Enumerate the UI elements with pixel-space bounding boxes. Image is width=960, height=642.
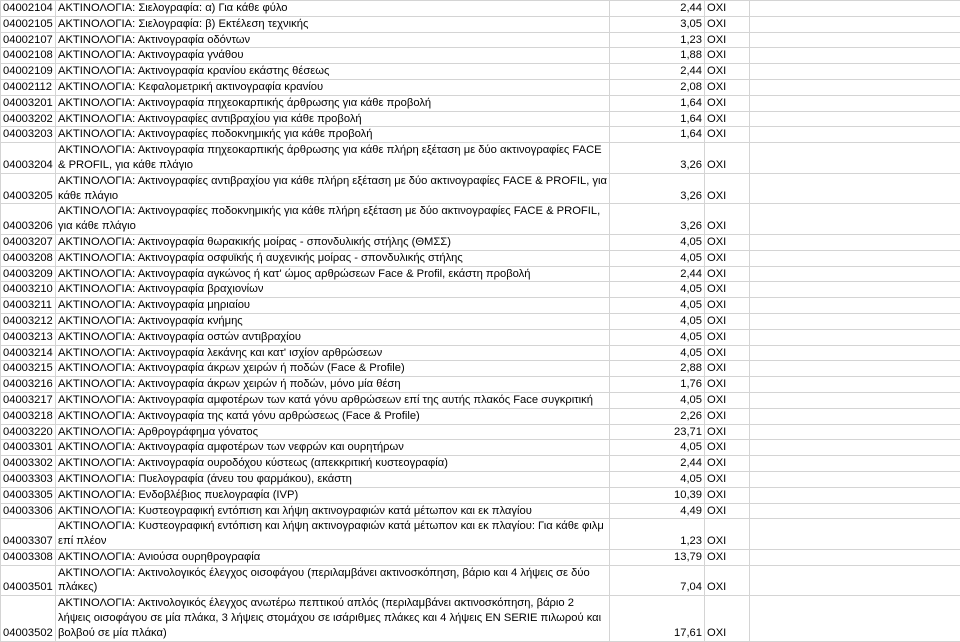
- empty-cell[interactable]: [750, 95, 960, 111]
- empty-cell[interactable]: [750, 471, 960, 487]
- row-price-cell[interactable]: 4,05: [610, 313, 705, 329]
- row-code-cell[interactable]: 04003202: [1, 111, 56, 127]
- row-price-cell[interactable]: 3,26: [610, 204, 705, 235]
- table-row: [1, 79, 960, 95]
- row-price-cell[interactable]: 1,64: [610, 111, 705, 127]
- table-row: [1, 32, 960, 48]
- table-row: [1, 487, 960, 503]
- empty-cell[interactable]: [750, 392, 960, 408]
- table-row: [1, 503, 960, 519]
- empty-cell[interactable]: [750, 250, 960, 266]
- empty-cell[interactable]: [750, 64, 960, 80]
- row-description-cell[interactable]: ΑΚΤΙΝΟΛΟΓΙΑ: Ακτινολογικός έλεγχος ανωτέρω πεπτικού απλός (περιλαμβάνει ακτινοσκόπηση, βάριο 2 λήψεις οισοφάγου σε μία πλάκα, 3 λήψεις στομάχου σε ισάριθμες πλάκες και 4 λήψεις EN SERIE πιλωρού και βολβού σε μία πλάκα): [56, 596, 610, 641]
- row-flag-cell[interactable]: ΟΧΙ: [705, 361, 750, 377]
- row-description-cell[interactable]: ΑΚΤΙΝΟΛΟΓΙΑ: Αρθρογράφημα γόνατος: [56, 424, 610, 440]
- empty-cell[interactable]: [750, 298, 960, 314]
- table-row: [1, 456, 960, 472]
- row-flag-cell[interactable]: ΟΧΙ: [705, 565, 750, 596]
- row-price-cell[interactable]: 4,05: [610, 298, 705, 314]
- empty-cell[interactable]: [750, 143, 960, 174]
- row-description-cell[interactable]: ΑΚΤΙΝΟΛΟΓΙΑ: Πυελογραφία (άνευ του φαρμάκου), εκάστη: [56, 471, 610, 487]
- row-flag-cell[interactable]: ΟΧΙ: [705, 127, 750, 143]
- row-flag-cell[interactable]: ΟΧΙ: [705, 95, 750, 111]
- row-code-cell[interactable]: 04003308: [1, 549, 56, 565]
- row-price-cell[interactable]: 17,61: [610, 596, 705, 641]
- empty-cell[interactable]: [750, 234, 960, 250]
- row-code-cell[interactable]: 04003207: [1, 234, 56, 250]
- row-code-cell[interactable]: 04003203: [1, 127, 56, 143]
- row-price-cell[interactable]: 2,44: [610, 266, 705, 282]
- table-row: [1, 282, 960, 298]
- row-code-cell[interactable]: 04003303: [1, 471, 56, 487]
- row-flag-cell[interactable]: ΟΧΙ: [705, 32, 750, 48]
- empty-cell[interactable]: [750, 204, 960, 235]
- row-price-cell[interactable]: 4,05: [610, 250, 705, 266]
- table-row: [1, 111, 960, 127]
- empty-cell[interactable]: [750, 329, 960, 345]
- row-description-cell[interactable]: ΑΚΤΙΝΟΛΟΓΙΑ: Ακτινογραφία κρανίου εκάστης θέσεως: [56, 64, 610, 80]
- table-row: [1, 234, 960, 250]
- empty-cell[interactable]: [750, 127, 960, 143]
- row-code-cell[interactable]: 04003305: [1, 487, 56, 503]
- row-code-cell[interactable]: 04002107: [1, 32, 56, 48]
- table-row: [1, 143, 960, 174]
- row-code-cell[interactable]: 04003201: [1, 95, 56, 111]
- row-price-cell[interactable]: 4,05: [610, 471, 705, 487]
- row-price-cell[interactable]: 1,23: [610, 32, 705, 48]
- row-price-cell[interactable]: 7,04: [610, 565, 705, 596]
- row-code-cell[interactable]: 04003208: [1, 250, 56, 266]
- row-description-cell[interactable]: ΑΚΤΙΝΟΛΟΓΙΑ: Ακτινογραφία ουροδόχου κύστεως (απεκκριτική κυστεογραφία): [56, 456, 610, 472]
- row-description-cell[interactable]: ΑΚΤΙΝΟΛΟΓΙΑ: Ακτινογραφία γνάθου: [56, 48, 610, 64]
- row-code-cell[interactable]: 04003301: [1, 440, 56, 456]
- row-price-cell[interactable]: 4,05: [610, 440, 705, 456]
- row-description-cell[interactable]: ΑΚΤΙΝΟΛΟΓΙΑ: Ακτινογραφία πηχεοκαρπικής άρθρωσης για κάθε πλήρη εξέταση με δύο ακτινογραφίες FACE & PROFIL, για κάθε πλάγιο: [56, 143, 610, 174]
- row-description-cell[interactable]: ΑΚΤΙΝΟΛΟΓΙΑ: Ακτινογραφία άκρων χειρών ή ποδών, μόνο μία θέση: [56, 377, 610, 393]
- row-code-cell[interactable]: 04003307: [1, 519, 56, 550]
- row-flag-cell[interactable]: ΟΧΙ: [705, 282, 750, 298]
- row-description-cell[interactable]: ΑΚΤΙΝΟΛΟΓΙΑ: Ακτινογραφίες αντιβραχίου για κάθε προβολή: [56, 111, 610, 127]
- row-code-cell[interactable]: 04002108: [1, 48, 56, 64]
- row-code-cell[interactable]: 04003206: [1, 204, 56, 235]
- row-price-cell[interactable]: 4,05: [610, 345, 705, 361]
- table-row: [1, 266, 960, 282]
- empty-cell[interactable]: [750, 440, 960, 456]
- row-flag-cell[interactable]: ΟΧΙ: [705, 596, 750, 641]
- table-row: [1, 549, 960, 565]
- row-code-cell[interactable]: 04003218: [1, 408, 56, 424]
- empty-cell[interactable]: [750, 549, 960, 565]
- empty-cell[interactable]: [750, 48, 960, 64]
- row-description-cell[interactable]: ΑΚΤΙΝΟΛΟΓΙΑ: Ακτινογραφίες αντιβραχίου για κάθε πλήρη εξέταση με δύο ακτινογραφίες FACE & PROFIL, για κάθε πλάγιο: [56, 173, 610, 204]
- row-code-cell[interactable]: 04003220: [1, 424, 56, 440]
- row-flag-cell[interactable]: ΟΧΙ: [705, 440, 750, 456]
- row-flag-cell[interactable]: ΟΧΙ: [705, 204, 750, 235]
- empty-cell[interactable]: [750, 519, 960, 550]
- row-price-cell[interactable]: 2,44: [610, 64, 705, 80]
- row-code-cell[interactable]: 04003215: [1, 361, 56, 377]
- row-code-cell[interactable]: 04003212: [1, 313, 56, 329]
- row-description-cell[interactable]: ΑΚΤΙΝΟΛΟΓΙΑ: Ακτινογραφία αμφοτέρων των κατά γόνυ αρθρώσεων επί της αυτής πλακός Face συγκριτική: [56, 392, 610, 408]
- table-row: [1, 250, 960, 266]
- row-flag-cell[interactable]: ΟΧΙ: [705, 408, 750, 424]
- row-flag-cell[interactable]: ΟΧΙ: [705, 456, 750, 472]
- row-flag-cell[interactable]: ΟΧΙ: [705, 487, 750, 503]
- row-price-cell[interactable]: 2,44: [610, 1, 705, 17]
- row-description-cell[interactable]: ΑΚΤΙΝΟΛΟΓΙΑ: Ακτινογραφίες ποδοκνημικής για κάθε πλήρη εξέταση με δύο ακτινογραφίες FACE & PROFIL, για κάθε πλάγιο: [56, 204, 610, 235]
- row-flag-cell[interactable]: ΟΧΙ: [705, 424, 750, 440]
- table-row: [1, 377, 960, 393]
- table-row: [1, 408, 960, 424]
- table-row: [1, 471, 960, 487]
- row-code-cell[interactable]: 04003209: [1, 266, 56, 282]
- table-row: [1, 345, 960, 361]
- table-row: [1, 95, 960, 111]
- row-description-cell[interactable]: ΑΚΤΙΝΟΛΟΓΙΑ: Σιελογραφία: α) Για κάθε φύλο: [56, 1, 610, 17]
- row-code-cell[interactable]: 04003306: [1, 503, 56, 519]
- row-flag-cell[interactable]: ΟΧΙ: [705, 173, 750, 204]
- row-description-cell[interactable]: ΑΚΤΙΝΟΛΟΓΙΑ: Κυστεογραφική εντόπιση και λήψη ακτινογραφιών κατά μέτωπον και εκ πλαγίου: [56, 503, 610, 519]
- empty-cell[interactable]: [750, 266, 960, 282]
- empty-cell[interactable]: [750, 282, 960, 298]
- table-row: [1, 204, 960, 235]
- row-code-cell[interactable]: 04003213: [1, 329, 56, 345]
- empty-cell[interactable]: [750, 111, 960, 127]
- row-price-cell[interactable]: 10,39: [610, 487, 705, 503]
- row-price-cell[interactable]: 23,71: [610, 424, 705, 440]
- row-code-cell[interactable]: 04003214: [1, 345, 56, 361]
- empty-cell[interactable]: [750, 408, 960, 424]
- table-row: [1, 16, 960, 32]
- row-price-cell[interactable]: 4,05: [610, 234, 705, 250]
- table-row: [1, 361, 960, 377]
- row-flag-cell[interactable]: ΟΧΙ: [705, 519, 750, 550]
- empty-cell[interactable]: [750, 361, 960, 377]
- row-price-cell[interactable]: 2,88: [610, 361, 705, 377]
- row-code-cell[interactable]: 04002104: [1, 1, 56, 17]
- row-code-cell[interactable]: 04003501: [1, 565, 56, 596]
- empty-cell[interactable]: [750, 16, 960, 32]
- empty-cell[interactable]: [750, 345, 960, 361]
- row-description-cell[interactable]: ΑΚΤΙΝΟΛΟΓΙΑ: Ακτινογραφία κνήμης: [56, 313, 610, 329]
- empty-cell[interactable]: [750, 377, 960, 393]
- row-price-cell[interactable]: 1,88: [610, 48, 705, 64]
- row-code-cell[interactable]: 04003502: [1, 596, 56, 641]
- row-price-cell[interactable]: 1,64: [610, 95, 705, 111]
- row-price-cell[interactable]: 1,64: [610, 127, 705, 143]
- table-row: [1, 313, 960, 329]
- row-price-cell[interactable]: 1,76: [610, 377, 705, 393]
- row-flag-cell[interactable]: ΟΧΙ: [705, 48, 750, 64]
- row-description-cell[interactable]: ΑΚΤΙΝΟΛΟΓΙΑ: Ακτινογραφία αγκώνος ή κατ' ώμος αρθρώσεων Face & Profil, εκάστη προβολή: [56, 266, 610, 282]
- row-description-cell[interactable]: ΑΚΤΙΝΟΛΟΓΙΑ: Ακτινογραφία βραχιονίων: [56, 282, 610, 298]
- row-flag-cell[interactable]: ΟΧΙ: [705, 266, 750, 282]
- row-flag-cell[interactable]: ΟΧΙ: [705, 329, 750, 345]
- empty-cell[interactable]: [750, 79, 960, 95]
- row-price-cell[interactable]: 4,05: [610, 329, 705, 345]
- row-description-cell[interactable]: ΑΚΤΙΝΟΛΟΓΙΑ: Ακτινογραφία μηριαίου: [56, 298, 610, 314]
- row-flag-cell[interactable]: ΟΧΙ: [705, 298, 750, 314]
- row-code-cell[interactable]: 04002105: [1, 16, 56, 32]
- row-price-cell[interactable]: 3,26: [610, 143, 705, 174]
- row-description-cell[interactable]: ΑΚΤΙΝΟΛΟΓΙΑ: Ακτινογραφία άκρων χειρών ή ποδών (Face & Profile): [56, 361, 610, 377]
- empty-cell[interactable]: [750, 32, 960, 48]
- table-row: [1, 298, 960, 314]
- row-code-cell[interactable]: 04003204: [1, 143, 56, 174]
- row-description-cell[interactable]: ΑΚΤΙΝΟΛΟΓΙΑ: Ακτινογραφία οσφυϊκής ή αυχενικής μοίρας - σπονδυλικής στήλης: [56, 250, 610, 266]
- row-flag-cell[interactable]: ΟΧΙ: [705, 377, 750, 393]
- row-code-cell[interactable]: 04003210: [1, 282, 56, 298]
- row-flag-cell[interactable]: ΟΧΙ: [705, 79, 750, 95]
- row-code-cell[interactable]: 04002109: [1, 64, 56, 80]
- row-price-cell[interactable]: 4,05: [610, 282, 705, 298]
- row-flag-cell[interactable]: ΟΧΙ: [705, 64, 750, 80]
- row-flag-cell[interactable]: ΟΧΙ: [705, 143, 750, 174]
- row-flag-cell[interactable]: ΟΧΙ: [705, 549, 750, 565]
- row-flag-cell[interactable]: ΟΧΙ: [705, 471, 750, 487]
- row-price-cell[interactable]: 2,26: [610, 408, 705, 424]
- row-description-cell[interactable]: ΑΚΤΙΝΟΛΟΓΙΑ: Ακτινογραφία οδόντων: [56, 32, 610, 48]
- row-flag-cell[interactable]: ΟΧΙ: [705, 16, 750, 32]
- table-row: [1, 519, 960, 550]
- empty-cell[interactable]: [750, 565, 960, 596]
- row-price-cell[interactable]: 3,05: [610, 16, 705, 32]
- empty-cell[interactable]: [750, 313, 960, 329]
- empty-cell[interactable]: [750, 503, 960, 519]
- row-flag-cell[interactable]: ΟΧΙ: [705, 313, 750, 329]
- row-code-cell[interactable]: 04003211: [1, 298, 56, 314]
- row-price-cell[interactable]: 4,49: [610, 503, 705, 519]
- row-description-cell[interactable]: ΑΚΤΙΝΟΛΟΓΙΑ: Ακτινολογικός έλεγχος οισοφάγου (περιλαμβάνει ακτινοσκόπηση, βάριο και 4 λήψεις σε δύο πλάκες): [56, 565, 610, 596]
- row-flag-cell[interactable]: ΟΧΙ: [705, 503, 750, 519]
- table-row: [1, 565, 960, 596]
- row-code-cell[interactable]: 04003217: [1, 392, 56, 408]
- table-row: [1, 424, 960, 440]
- table-row: [1, 48, 960, 64]
- row-code-cell[interactable]: 04003216: [1, 377, 56, 393]
- row-description-cell[interactable]: ΑΚΤΙΝΟΛΟΓΙΑ: Ακτινογραφία λεκάνης και κατ' ισχίον αρθρώσεων: [56, 345, 610, 361]
- empty-cell[interactable]: [750, 1, 960, 17]
- empty-cell[interactable]: [750, 456, 960, 472]
- row-price-cell[interactable]: 2,44: [610, 456, 705, 472]
- empty-cell[interactable]: [750, 487, 960, 503]
- row-description-cell[interactable]: ΑΚΤΙΝΟΛΟΓΙΑ: Κεφαλομετρική ακτινογραφία κρανίου: [56, 79, 610, 95]
- row-description-cell[interactable]: ΑΚΤΙΝΟΛΟΓΙΑ: Ανιούσα ουρηθρογραφία: [56, 549, 610, 565]
- row-description-cell[interactable]: ΑΚΤΙΝΟΛΟΓΙΑ: Ακτινογραφία αμφοτέρων των νεφρών και ουρητήρων: [56, 440, 610, 456]
- empty-cell[interactable]: [750, 424, 960, 440]
- row-description-cell[interactable]: ΑΚΤΙΝΟΛΟΓΙΑ: Ακτινογραφία της κατά γόνυ αρθρώσεως (Face & Profile): [56, 408, 610, 424]
- table-row: [1, 329, 960, 345]
- table-row: [1, 64, 960, 80]
- row-price-cell[interactable]: 2,08: [610, 79, 705, 95]
- row-price-cell[interactable]: 13,79: [610, 549, 705, 565]
- table-row: [1, 596, 960, 641]
- row-description-cell[interactable]: ΑΚΤΙΝΟΛΟΓΙΑ: Κυστεογραφική εντόπιση και λήψη ακτινογραφιών κατά μέτωπον και εκ πλαγίου: Για κάθε φιλμ επί πλέον: [56, 519, 610, 550]
- row-flag-cell[interactable]: ΟΧΙ: [705, 111, 750, 127]
- table-row: [1, 1, 960, 17]
- row-code-cell[interactable]: 04003302: [1, 456, 56, 472]
- empty-cell[interactable]: [750, 173, 960, 204]
- row-code-cell[interactable]: 04002112: [1, 79, 56, 95]
- row-flag-cell[interactable]: ΟΧΙ: [705, 234, 750, 250]
- row-description-cell[interactable]: ΑΚΤΙΝΟΛΟΓΙΑ: Ακτινογραφίες ποδοκνημικής για κάθε προβολή: [56, 127, 610, 143]
- row-flag-cell[interactable]: ΟΧΙ: [705, 392, 750, 408]
- row-price-cell[interactable]: 3,26: [610, 173, 705, 204]
- row-flag-cell[interactable]: ΟΧΙ: [705, 345, 750, 361]
- row-description-cell[interactable]: ΑΚΤΙΝΟΛΟΓΙΑ: Ακτινογραφία πηχεοκαρπικής άρθρωσης για κάθε προβολή: [56, 95, 610, 111]
- table-row: [1, 392, 960, 408]
- row-price-cell[interactable]: 4,05: [610, 392, 705, 408]
- table-row: [1, 173, 960, 204]
- row-description-cell[interactable]: ΑΚΤΙΝΟΛΟΓΙΑ: Ενδοβλέβιος πυελογραφία (IVP): [56, 487, 610, 503]
- row-price-cell[interactable]: 1,23: [610, 519, 705, 550]
- row-description-cell[interactable]: ΑΚΤΙΝΟΛΟΓΙΑ: Σιελογραφία: β) Εκτέλεση τεχνικής: [56, 16, 610, 32]
- row-flag-cell[interactable]: ΟΧΙ: [705, 1, 750, 17]
- table-row: [1, 127, 960, 143]
- empty-cell[interactable]: [750, 596, 960, 641]
- row-description-cell[interactable]: ΑΚΤΙΝΟΛΟΓΙΑ: Ακτινογραφία οστών αντιβραχίου: [56, 329, 610, 345]
- row-flag-cell[interactable]: ΟΧΙ: [705, 250, 750, 266]
- table-row: [1, 440, 960, 456]
- table-body: [1, 1, 960, 642]
- row-description-cell[interactable]: ΑΚΤΙΝΟΛΟΓΙΑ: Ακτινογραφία θωρακικής μοίρας - σπονδυλικής στήλης (ΘΜΣΣ): [56, 234, 610, 250]
- row-code-cell[interactable]: 04003205: [1, 173, 56, 204]
